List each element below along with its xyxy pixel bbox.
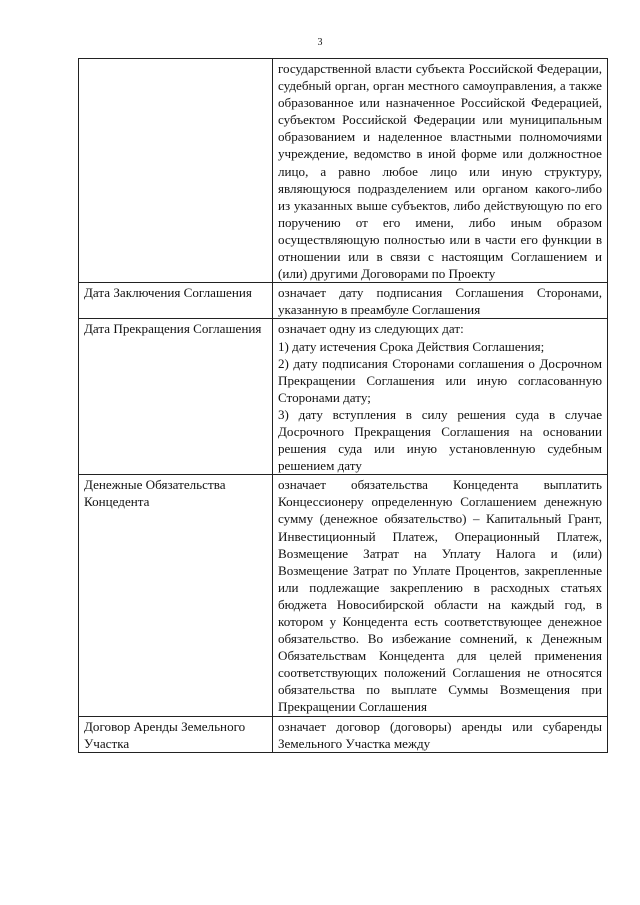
definitions-table: [78, 58, 608, 753]
table-row: [79, 716, 608, 752]
table-row: [79, 319, 608, 475]
definition-line: означает одну из следующих дат:: [278, 321, 464, 337]
definition-cell: означает дату подписания Соглашения Сторонами, указанную в преамбуле Соглашения: [273, 283, 608, 319]
definition-cell: [273, 319, 608, 475]
term-cell: [79, 59, 273, 283]
page-number: 3: [317, 37, 323, 48]
definition-line: 2) дату подписания Сторонами соглашения о Досрочном Прекращении Соглашения или иную согласованную Сторонами дату;: [278, 355, 602, 405]
table-row: [79, 59, 608, 283]
definition-cell: означает договор (договоры) аренды или субаренды Земельного Участка между: [273, 716, 608, 752]
term-cell: Дата Заключения Соглашения: [79, 283, 273, 319]
definition-cell: означает обязательства Концедента выплатить Концессионеру определенную Соглашением денежную сумму (денежное обязательство) – Капитальный Грант, Инвестиционный Платеж, Операционный Платеж, Возмещение Затрат на Уплату Налога и (или) Возмещение Затрат по Уплате Процентов, закрепленные или подлежащие закреплению в расходных статьях бюджета Новосибирской области на каждый год, в котором у Концедента есть соответствующее денежное обязательство. Во избежание сомнений, к Денежным Обязательствам Концедента для целей применения соответствующих положений Соглашения не относятся обязательства по выплате Суммы Возмещения при Прекращении Соглашения: [273, 475, 608, 716]
definition-line: 1) дату истечения Срока Действия Соглашения;: [278, 338, 545, 354]
table-row: [79, 283, 608, 319]
table-row: [79, 475, 608, 716]
term-cell: Договор Аренды Земельного Участка: [79, 716, 273, 752]
definition-line: 3) дату вступления в силу решения суда в случае Досрочного Прекращения Соглашения на основании решения суда или иную установленную судебным решением дату: [278, 406, 602, 474]
term-cell: Дата Прекращения Соглашения: [79, 319, 273, 475]
term-cell: Денежные Обязательства Концедента: [79, 475, 273, 716]
definition-cell: государственной власти субъекта Российской Федерации, судебный орган, орган местного самоуправления, а также образованное или назначенное Российской Федерацией, субъектом Российской Федерации или муниципальным образованием и наделенное властными полномочиями учреждение, ведомство в иной форме или должностное лицо, а равно любое лицо или иную структуру, являющуюся подразделением или органом какого-либо из указанных выше субъектов, либо действующую по его поручению от его имени, либо иным образом осуществляющую полностью или в части его функции в отношении или в связи с настоящим Соглашением и (или) другими Договорами по Проекту: [273, 59, 608, 283]
